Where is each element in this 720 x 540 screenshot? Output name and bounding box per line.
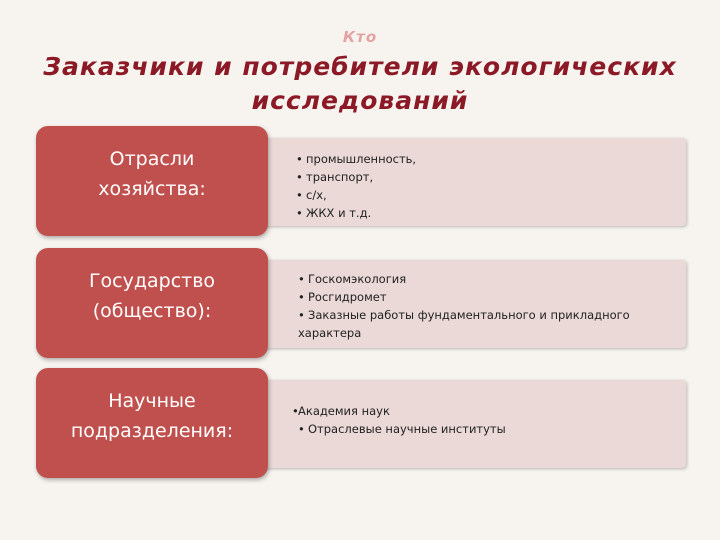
list-item: • Росгидромет bbox=[298, 290, 387, 304]
row-industries bbox=[36, 126, 688, 236]
label-box-industries bbox=[36, 126, 268, 236]
bullet-list-science bbox=[292, 402, 506, 438]
detail-box-state bbox=[258, 260, 686, 348]
label-line: подразделения: bbox=[70, 420, 234, 442]
list-item: • Академия наук bbox=[292, 404, 390, 418]
detail-box-industries bbox=[258, 138, 686, 226]
list-item: • транспорт, bbox=[296, 170, 374, 184]
list-item: • ЖКХ и т.д. bbox=[296, 206, 372, 220]
slide-kicker: Кто bbox=[342, 28, 378, 46]
list-item: • Отраслевые научные институты bbox=[298, 422, 506, 436]
title-line-2: исследований bbox=[251, 86, 469, 115]
list-item: • Заказные работы фундаментального и прикладного bbox=[298, 308, 630, 322]
slide-title bbox=[40, 50, 680, 118]
row-state bbox=[36, 248, 688, 358]
bullet-list-industries bbox=[296, 150, 416, 222]
detail-box-science bbox=[258, 380, 686, 468]
label-line: хозяйства: bbox=[98, 178, 206, 200]
list-item: • с/х, bbox=[296, 188, 327, 202]
row-science bbox=[36, 368, 688, 478]
label-box-science bbox=[36, 368, 268, 478]
title-line-1: Заказчики и потребители экологических bbox=[43, 52, 677, 81]
label-line: Научные bbox=[108, 390, 196, 412]
list-item: характера bbox=[298, 326, 362, 340]
label-line: (общество): bbox=[92, 300, 212, 322]
bullet-list-state bbox=[298, 270, 630, 342]
list-item: • Госкомэкология bbox=[298, 272, 407, 286]
label-box-state bbox=[36, 248, 268, 358]
label-line: Государство bbox=[88, 270, 216, 292]
label-line: Отрасли bbox=[109, 148, 195, 170]
list-item: • промышленность, bbox=[296, 152, 417, 166]
